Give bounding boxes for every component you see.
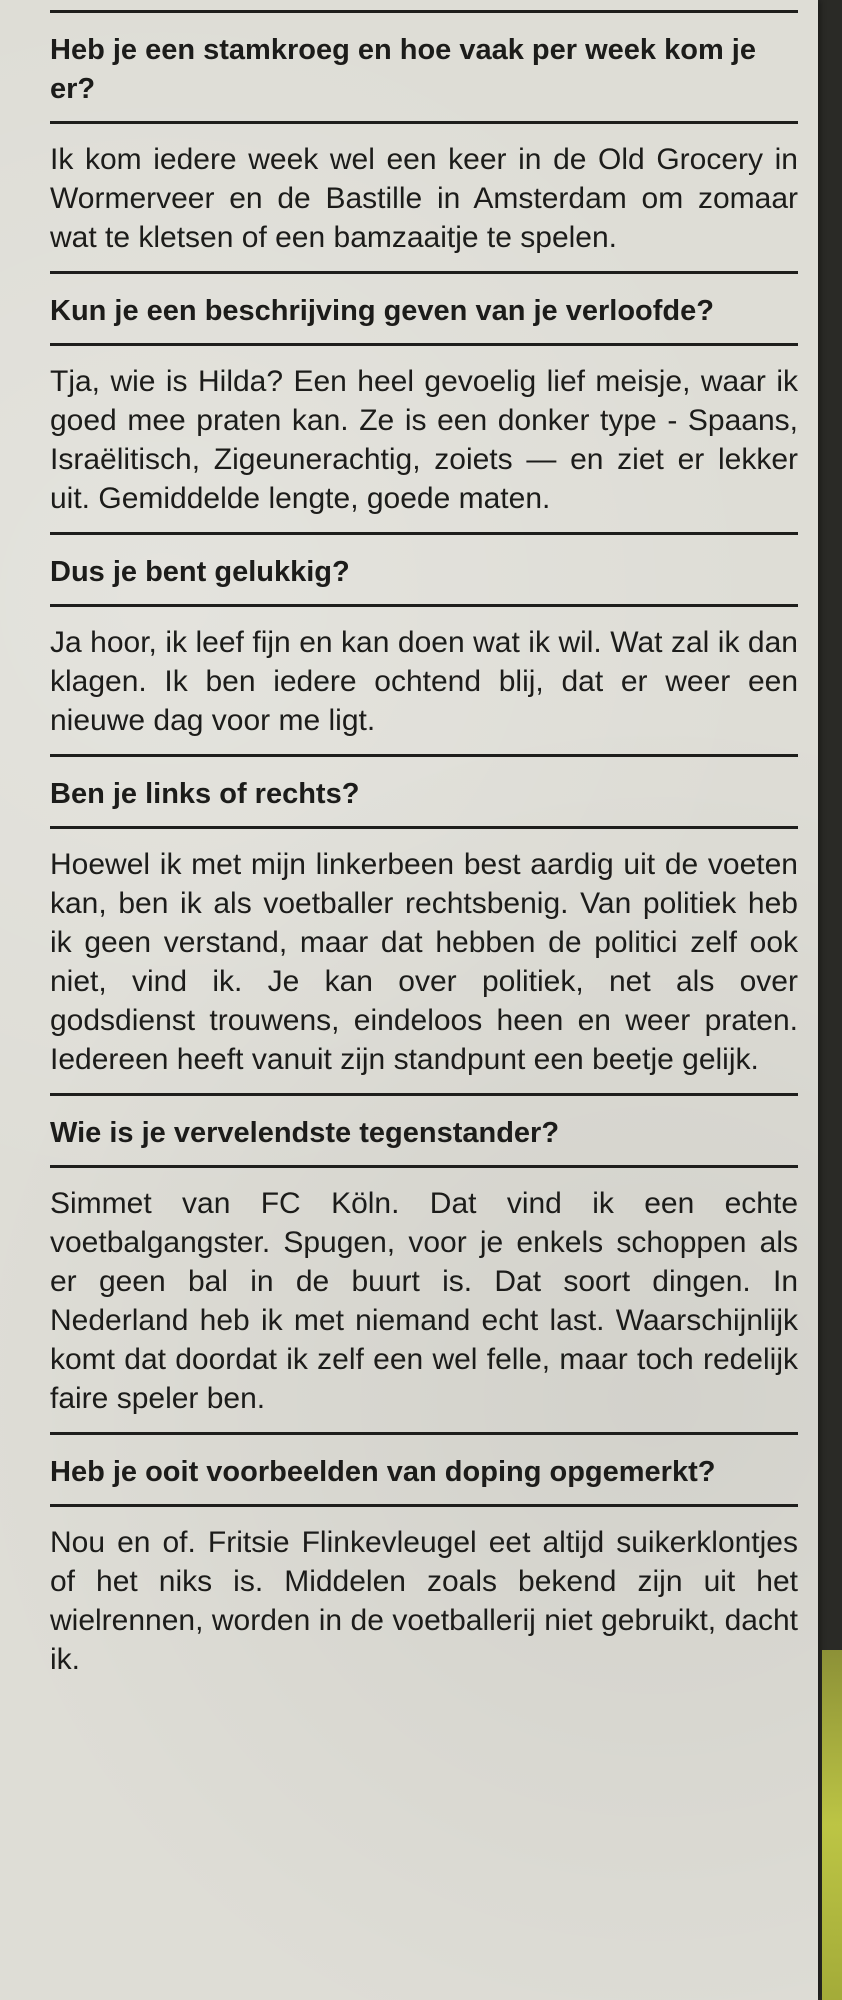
question-text: Ben je links of rechts? <box>50 778 360 810</box>
question-text: Kun je een beschrijving geven van je verloofde? <box>50 295 714 327</box>
qa-item <box>50 13 798 274</box>
answer-text: Ja hoor, ik leef fijn en kan doen wat ik wil. Wat zal ik dan klagen. Ik ben iedere ochtend blij, dat er weer een nieuwe dag voor me ligt. <box>50 626 798 737</box>
answer-text: Tja, wie is Hilda? Een heel gevoelig lief meisje, waar ik goed mee praten kan. Ze is een donker type - Spaans, Israëlitisch, Zigeunerachtig, zoiets — en ziet er lekker uit. Gemiddelde lengte, goede maten. <box>50 365 798 515</box>
qa-item <box>50 1096 798 1435</box>
question-text: Heb je ooit voorbeelden van doping opgemerkt? <box>50 1456 716 1488</box>
answer-text: Simmet van FC Köln. Dat vind ik een echte voetbalgangster. Spugen, voor je enkels schoppen als er geen bal in de buurt is. Dat soort dingen. In Nederland heb ik met niemand echt last. Waarschijnlijk komt dat doordat ik zelf een wel felle, maar toch redelijk faire speler ben. <box>50 1187 798 1415</box>
qa-item <box>50 1435 798 1693</box>
qa-item <box>50 274 798 535</box>
question-text: Dus je bent gelukkig? <box>50 556 350 588</box>
adjacent-page-edge <box>822 1650 842 2000</box>
qa-item <box>50 535 798 757</box>
answer-text: Nou en of. Fritsie Flinkevleugel eet altijd suikerklontjes of het niks is. Middelen zoals bekend zijn uit het wielrennen, worden in de voetballerij niet gebruikt, dacht ik. <box>50 1526 798 1676</box>
interview-column <box>50 0 798 1693</box>
answer-text: Ik kom iedere week wel een keer in de Old Grocery in Wormerveer en de Bastille in Amsterdam om zomaar wat te kletsen of een bamzaaitje te spelen. <box>50 143 798 254</box>
question-text: Heb je een stamkroeg en hoe vaak per week kom je er? <box>50 34 756 105</box>
question-text: Wie is je vervelendste tegenstander? <box>50 1117 560 1149</box>
answer-text: Hoewel ik met mijn linkerbeen best aardig uit de voeten kan, ben ik als voetballer rechtsbenig. Van politiek heb ik geen verstand, maar dat hebben de politici zelf ook niet, vind ik. Je kan over politiek, net als over godsdienst trouwens, eindeloos heen en weer praten. Iedereen heeft vanuit zijn standpunt een beetje gelijk. <box>50 848 798 1076</box>
qa-item <box>50 757 798 1096</box>
